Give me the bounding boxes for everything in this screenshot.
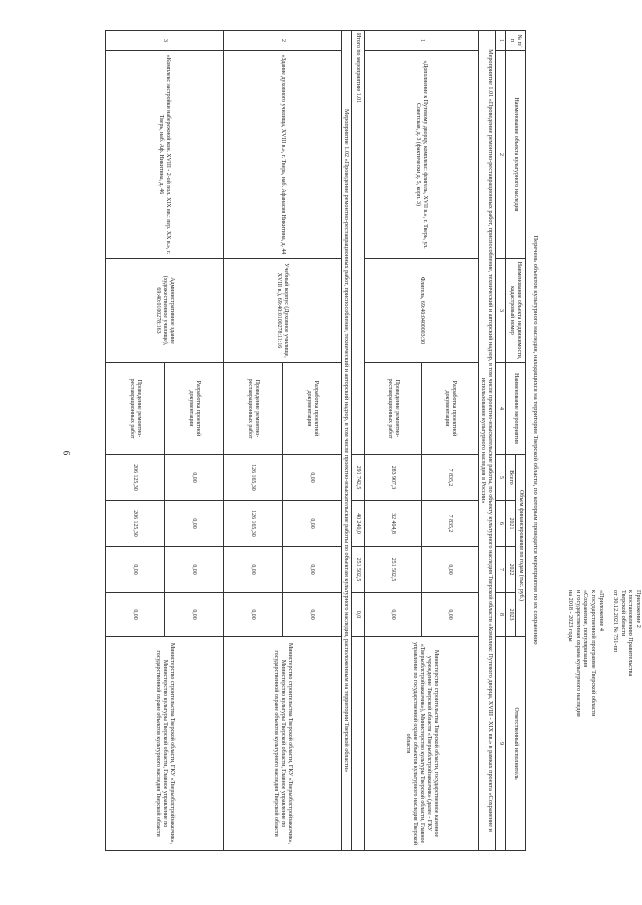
- annex-line: «Приложение 4: [597, 590, 605, 631]
- row-num: 3: [106, 31, 224, 51]
- column-number: 3: [496, 259, 506, 363]
- measure-name: Разработка проектной документации: [283, 363, 342, 455]
- column-number: 6: [496, 501, 506, 547]
- amount-total: 206 125,30: [106, 455, 165, 501]
- header-object-name: Наименование объекта культурного наследия: [506, 51, 526, 259]
- measure-name: Проведение ремонтно-реставрационных работ: [224, 363, 283, 455]
- table-row: [422, 31, 479, 851]
- column-number: 8: [496, 593, 506, 637]
- annex-line: и государственная охрана культурного наследия: [574, 590, 582, 717]
- header-num: № п/п: [506, 31, 526, 51]
- subtotal-2023: 0,0: [352, 593, 365, 637]
- section-row: [479, 31, 496, 851]
- column-number: 9: [496, 637, 506, 851]
- property-name: Учебный корпус (Духовное училище, XVIII в.), 69:40:0100278:11:16: [224, 259, 342, 363]
- amount-2021: 126 165,30: [224, 501, 283, 547]
- annex-line: к постановлению Правительства: [627, 590, 635, 677]
- object-name: «Комплекс застройки набережной кон. XVIII - 2-ой пол. XIX вв.: пер. XX в.», г. Тверь, наб. Аф. Никитина, д. 46: [106, 51, 224, 259]
- column-number: 2: [496, 51, 506, 259]
- row-num: 1: [365, 31, 479, 51]
- amount-2022: 0,00: [224, 547, 283, 593]
- header-2021: 2021: [506, 501, 516, 547]
- column-number: 5: [496, 455, 506, 501]
- header-2023: 2023: [506, 593, 516, 637]
- annex-line: от 30.12.2021 № 751-пп: [612, 590, 620, 653]
- subtotal-2021: 40 240,0: [352, 501, 365, 547]
- amount-2022: 0,00: [165, 547, 224, 593]
- subtotal-label: Итого по мероприятию 1.01: [352, 31, 365, 455]
- measure-name: Проведение ремонтно-реставрационных работ: [106, 363, 165, 455]
- header-measure-name: Наименование мероприятия: [506, 363, 526, 455]
- objects-table: [105, 30, 526, 851]
- amount-2022: 251 502,5: [365, 547, 422, 593]
- document-title: Перечень объектов культурного наследия, находящихся на территории Тверской области, по которым проводятся мероприятия по их сохранению: [532, 235, 539, 645]
- measure-name: Разработка проектной документации: [165, 363, 224, 455]
- amount-2023: 0,00: [106, 593, 165, 637]
- column-number-row: [496, 31, 506, 851]
- amount-2023: 0,00: [365, 593, 422, 637]
- amount-total: 0,00: [165, 455, 224, 501]
- section-row: [342, 31, 352, 851]
- header-funding: Объем финансирования по годам (тыс. руб.): [516, 455, 526, 637]
- property-name: Флигель, 69:40:0400003:30: [365, 259, 479, 363]
- measure-name: Разработка проектной документации: [422, 363, 479, 455]
- section-title: Мероприятие 1.02 «Проведение ремонтно-реставрационных работ, приспособление, технический и авторский надзор, в том числе проектно-изыскательские работы по объектам культурного наследия, расположенным на территории Тверской области»: [342, 31, 352, 851]
- column-number: 7: [496, 547, 506, 593]
- annex-line: Тверской области: [619, 590, 627, 637]
- document-sheet: [129, 30, 642, 850]
- amount-2021: 7 835,2: [422, 501, 479, 547]
- object-name: «Здание духовного училища, XVIII в.», г. Тверь, наб. Афанасия Никитина, д. 44: [224, 51, 342, 259]
- subtotal-executor: [352, 637, 365, 851]
- amount-2021: 0,00: [283, 501, 342, 547]
- amount-total: 126 165,30: [224, 455, 283, 501]
- subtotal-2022: 251 502,5: [352, 547, 365, 593]
- column-number: 1: [496, 31, 506, 51]
- header-executor: Ответственный исполнитель: [506, 637, 526, 851]
- amount-2022: 0,00: [283, 547, 342, 593]
- annex-line: на 2018 - 2023 годы: [567, 590, 575, 642]
- row-num: 2: [224, 31, 342, 51]
- annex-header: [567, 590, 642, 840]
- measure-name: Проведение ремонтно-реставрационных работ: [365, 363, 422, 455]
- amount-2023: 0,00: [224, 593, 283, 637]
- amount-total: 7 835,2: [422, 455, 479, 501]
- header-total: Всего: [506, 455, 516, 501]
- subtotal-row: [352, 31, 365, 851]
- header-2022: 2022: [506, 547, 516, 593]
- page-number: 6: [61, 450, 72, 456]
- column-number: 4: [496, 363, 506, 455]
- section-title: Мероприятие 1.01 «Проведение ремонтно-реставрационных работ, приспособление, технический и авторский надзор, в том числе проектно-изыскательские работы, по объекту культурного наследия Тверской области «Комплекс Путевого дворца, XVIII - XIX вв.» в рамках проекта «Сохранение и использование культурного наследия в России»: [479, 31, 496, 851]
- executor: Министерство строительства Тверской области, ГКУ «Тверьоблстройзаказчик», Министерство культуры Тверской области, Главное управление по государственной охране объектов культурного наследия Тверской области: [224, 637, 342, 851]
- amount-2022: 0,00: [106, 547, 165, 593]
- subtotal-total: 291 742,5: [352, 455, 365, 501]
- amount-2023: 0,00: [165, 593, 224, 637]
- amount-2022: 0,00: [422, 547, 479, 593]
- amount-2023: 0,00: [283, 593, 342, 637]
- amount-2023: 0,00: [422, 593, 479, 637]
- amount-2021: 0,00: [165, 501, 224, 547]
- property-name: Административное здание (художественное училище), 69:40:0100278:163: [106, 259, 224, 363]
- annex-line: «Сохранение, популяризация: [582, 590, 590, 668]
- table-row: [165, 31, 224, 851]
- executor: Министерство строительства Тверской области, ГКУ «Тверьоблстройзаказчик», Министерство культуры Тверской области, Главное управление по государственной охране объектов культурного наследия Тверской области: [106, 637, 224, 851]
- amount-2021: 32 404,8: [365, 501, 422, 547]
- amount-total: 0,00: [283, 455, 342, 501]
- amount-2021: 206 125,30: [106, 501, 165, 547]
- header-row: [516, 31, 526, 851]
- annex-line: к государственной программе Тверской области: [590, 590, 598, 717]
- table-row: [283, 31, 342, 851]
- object-name: «Дополнение к Путевому дворцу, комплекс: флигель, XVII в.», г. Тверь, ул. Советская, д. 3 (фактически д. 5, корп. 3): [365, 51, 479, 259]
- amount-total: 283 907,3: [365, 455, 422, 501]
- header-property-name: Наименование объекта недвижимости, кадастровый номер: [506, 259, 526, 363]
- executor: Министерство строительства Тверской области, государственное казенное учреждение Тверской области «Тверьоблстройзаказчик» (далее - ГКУ «Тверьоблстройзаказчик»), Министерство культуры Тверской области, Главное управление по государственной охране объектов культурного наследия Тверской области: [365, 637, 479, 851]
- annex-line: Приложение 2: [635, 590, 642, 628]
